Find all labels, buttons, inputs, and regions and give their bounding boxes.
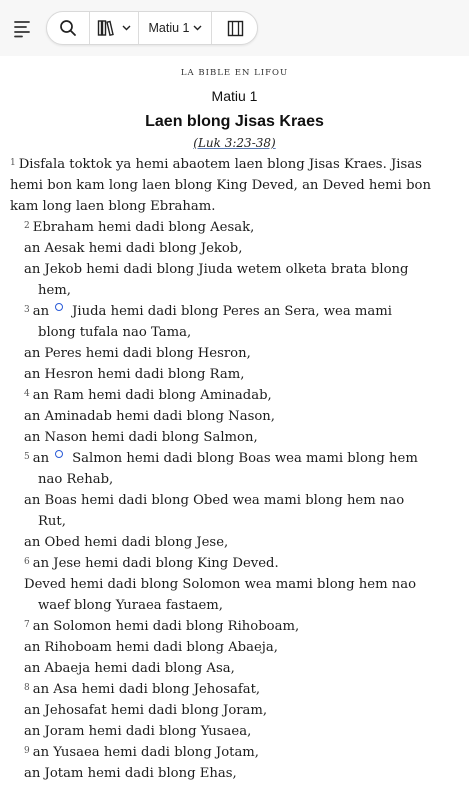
verse-line [24,556,279,571]
verse-line-text: blong tufala nao Tama, [38,325,192,340]
top-toolbar [0,0,469,56]
library-books-icon [97,19,119,37]
verse-number[interactable]: 9 [24,746,30,756]
verse-number[interactable]: 2 [24,221,30,231]
verse-line [24,409,275,424]
verse-line [24,619,299,634]
bible-version-label: LA BIBLE EN LIFOU [180,68,289,78]
verse-line-text: an Jekob hemi dadi blong Jiuda wetem olketa brata blong [24,262,409,277]
verse-line-text: nao Rehab, [38,472,114,487]
verse-line-text: an Asa hemi dadi blong Jehosafat, [32,682,261,697]
verse-line [24,262,409,277]
verse-line-text: an Ram hemi dadi blong Aminadab, [32,388,272,403]
verse-line-text: an Joram hemi dadi blong Yusaea, [24,724,252,739]
verse-number[interactable]: 7 [24,620,30,630]
verse-line [38,514,66,529]
verse-line-text: an Rihoboam hemi dadi blong Abaeja, [24,640,278,655]
verse-line-text: kam long laen blong Ebraham. [10,199,216,214]
parallel-view-button[interactable] [212,12,258,44]
verse-line-text: hem, [38,283,71,298]
verse-line [24,724,251,739]
verse-line-text: an Hesron hemi dadi blong Ram, [24,367,245,382]
verse-line [24,388,272,403]
search-icon [59,19,77,37]
verse-line [38,598,223,613]
chapter-selector[interactable] [139,12,211,44]
verse-line-text: an Jotam hemi dadi blong Ehas, [24,766,237,781]
verse-line [24,703,267,718]
verse-line [38,283,71,298]
verse-line-text: waef blong Yuraea fastaem, [38,598,224,613]
verse-line [24,640,278,655]
verse-line-text: Rut, [38,514,66,529]
verse-line [24,241,242,256]
verse-line-text: hemi bon kam long laen blong King Deved, an Deved hemi bon [10,178,431,193]
verse-line-text: Salmon hemi dadi blong Boas wea mami blong hem [72,451,418,466]
verse-number[interactable]: 8 [24,683,30,693]
verse-line [24,661,235,676]
verse-line [24,304,392,319]
verse-line-text: Jiuda hemi dadi blong Peres an Sera, wea mami [72,304,393,319]
verse-line [24,220,254,235]
verse-line [10,199,215,214]
verse-line [24,745,259,760]
footnote-icon[interactable] [55,450,63,458]
verse-line [38,472,113,487]
verse-text-prefix: an [32,304,50,319]
search-button[interactable] [47,12,89,44]
chevron-down-icon [122,25,131,31]
verse-line-text: Disfala toktok ya hemi abaotem laen blong Jisas Kraes. Jisas [18,157,422,172]
verse-line [24,535,228,550]
verse-line-text: Ebraham hemi dadi blong Aesak, [32,220,255,235]
verse-line [24,493,404,508]
chapter-selector-label: Matiu 1 [148,21,190,35]
verse-line-text: an Yusaea hemi dadi blong Jotam, [32,745,260,760]
verse-line [24,577,416,592]
chevron-down-icon [193,25,202,31]
verse-line-text: an Aesak hemi dadi blong Jekob, [24,241,243,256]
verse-number[interactable]: 3 [24,305,30,315]
verse-line-text: an Solomon hemi dadi blong Rihoboam, [32,619,300,634]
verse-line [24,367,244,382]
menu-icon[interactable] [12,17,34,39]
columns-icon [227,20,244,37]
toolbar-pill [46,11,258,45]
verse-line-text: an Abaeja hemi dadi blong Asa, [24,661,235,676]
verse-line [24,682,260,697]
verse-line [10,157,422,172]
verse-line-text: an Peres hemi dadi blong Hesron, [24,346,251,361]
verse-line [24,346,251,361]
verse-line-text: an Nason hemi dadi blong Salmon, [24,430,258,445]
footnote-icon[interactable] [55,303,63,311]
verse-line [24,766,237,781]
verse-line-text: an Jese hemi dadi blong King Deved. [32,556,279,571]
verse-number[interactable]: 6 [24,557,30,567]
cross-reference-link[interactable]: (Luk 3:23-38) [193,136,276,150]
verse-line [10,178,431,193]
verse-number[interactable]: 5 [24,452,30,462]
verse-line [38,325,191,340]
verse-line-text: an Jehosafat hemi dadi blong Joram, [24,703,268,718]
verse-number[interactable]: 1 [10,158,16,168]
verse-line-text: an Aminadab hemi dadi blong Nason, [24,409,275,424]
books-button[interactable] [90,12,138,44]
section-heading: Laen blong Jisas Kraes [145,113,324,130]
verse-line-text: Deved hemi dadi blong Solomon wea mami blong hem nao [24,577,417,592]
verse-line-text: an Obed hemi dadi blong Jese, [24,535,229,550]
chapter-title: Matiu 1 [211,88,258,104]
verse-number[interactable]: 4 [24,389,30,399]
verse-line [24,430,258,445]
verse-line [24,451,418,466]
verse-line-text: an Boas hemi dadi blong Obed wea mami blong hem nao [24,493,405,508]
verse-text-prefix: an [32,451,50,466]
